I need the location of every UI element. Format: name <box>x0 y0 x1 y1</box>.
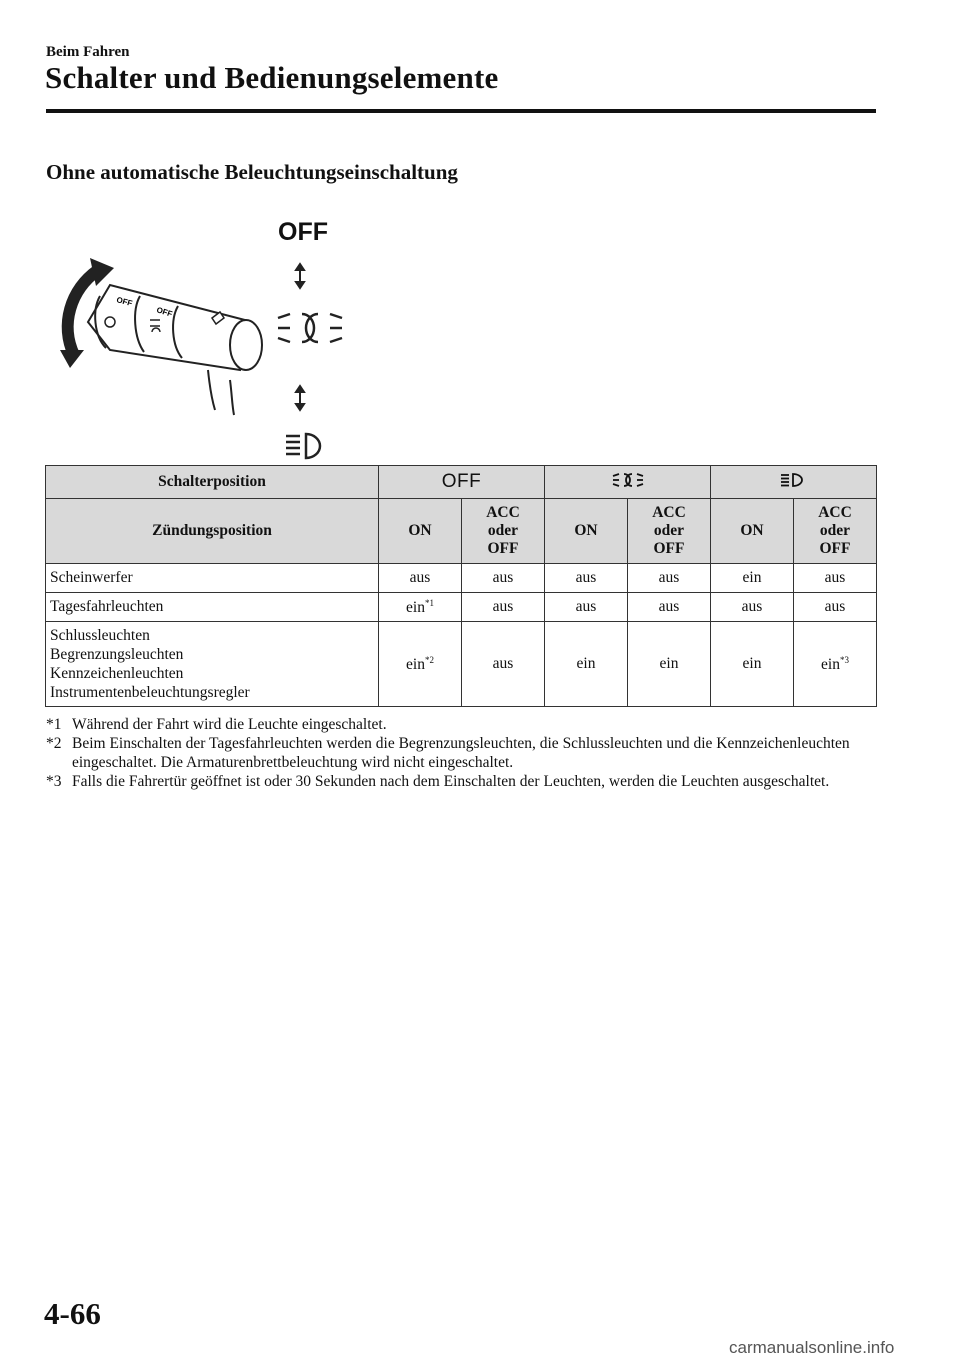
ignition-cell: ACC oder OFF <box>628 499 711 564</box>
table-cell: aus <box>379 564 462 593</box>
switch-position-label: Schalterposition <box>46 466 379 499</box>
ignition-label: Zündungsposition <box>46 499 379 564</box>
watermark: carmanualsonline.info <box>729 1338 895 1357</box>
page-title: Schalter und Bedienungselemente <box>45 60 499 95</box>
table-cell: aus <box>711 593 794 622</box>
footnote-mark: *3 <box>46 773 62 790</box>
up-down-arrow-icon <box>296 264 304 410</box>
table-cell: ein$^{*1}$ <box>379 593 462 622</box>
footnote-ref: *2 <box>424 654 434 665</box>
ignition-cell: ON <box>545 499 628 564</box>
footnote-text: Beim Einschalten der Tagesfahrleuchten werden die Begrenzungsleuchten, die Schlussleuchten und die Kennzeichenleuchten eingeschaltet. Die Armaturenbrettbeleuchtung wird nicht eingeschaltet. <box>72 735 850 771</box>
headlight-switch-lever-icon <box>88 285 262 415</box>
headlight-switch-figure <box>40 210 360 460</box>
footnote <box>46 772 876 791</box>
headlight-icon <box>779 472 809 488</box>
figure-off-label: OFF <box>278 218 328 246</box>
table-row <box>46 622 877 707</box>
parking-light-icon <box>278 314 342 342</box>
footnote-text: Falls die Fahrertür geöffnet ist oder 30 Sekunden nach dem Einschalten der Leuchten, werden die Leuchten ausgeschaltet. <box>72 773 830 790</box>
ignition-row <box>46 499 877 564</box>
page-number: 4-66 <box>44 1296 101 1331</box>
row-label: Tagesfahrleuchten <box>46 593 379 622</box>
table-cell: ein <box>711 564 794 593</box>
ignition-cell: ACC oder OFF <box>794 499 877 564</box>
section-heading: Ohne automatische Beleuchtungseinschaltung <box>46 160 458 184</box>
footnote-mark: *1 <box>46 716 62 733</box>
table-cell: aus <box>628 564 711 593</box>
lever-off-label-1: OFF <box>115 295 134 309</box>
table-cell: ein <box>711 622 794 707</box>
footnote-text: Während der Fahrt wird die Leuchte eingeschaltet. <box>72 716 387 733</box>
light-status-table <box>45 465 877 707</box>
switch-position-off: OFF <box>379 466 545 499</box>
table-cell: aus <box>462 622 545 707</box>
footnote <box>46 715 876 734</box>
footnote-ref: *3 <box>839 654 849 665</box>
ignition-cell: ACC oder OFF <box>462 499 545 564</box>
lever-off-label-2: OFF <box>155 305 174 319</box>
footnote-mark: *2 <box>46 735 62 752</box>
table-cell: ein <box>628 622 711 707</box>
row-label: Scheinwerfer <box>46 564 379 593</box>
footnotes <box>46 715 876 791</box>
footnote-ref: *1 <box>424 597 434 608</box>
table-cell: ein <box>545 622 628 707</box>
table-row <box>46 564 877 593</box>
headlight-icon <box>286 434 320 458</box>
parking-light-icon <box>611 472 645 488</box>
ignition-cell: ON <box>379 499 462 564</box>
table-cell: aus <box>462 564 545 593</box>
switch-position-headlight <box>711 466 877 499</box>
title-rule <box>46 109 876 113</box>
table-header-row <box>46 466 877 499</box>
table-cell: aus <box>628 593 711 622</box>
table-row <box>46 593 877 622</box>
table-cell: aus <box>545 564 628 593</box>
ignition-cell: ON <box>711 499 794 564</box>
row-label: Schlussleuchten Begrenzungsleuchten Kennzeichenleuchten Instrumentenbeleuchtungsregler <box>46 622 379 707</box>
table-cell: aus <box>545 593 628 622</box>
switch-position-parking <box>545 466 711 499</box>
breadcrumb: Beim Fahren <box>46 44 130 60</box>
table-cell: aus <box>794 564 877 593</box>
footnote <box>46 734 876 772</box>
table-cell: aus <box>794 593 877 622</box>
table-cell: aus <box>462 593 545 622</box>
table-cell: ein$^{*2}$ <box>379 622 462 707</box>
table-cell: ein$^{*3}$ <box>794 622 877 707</box>
